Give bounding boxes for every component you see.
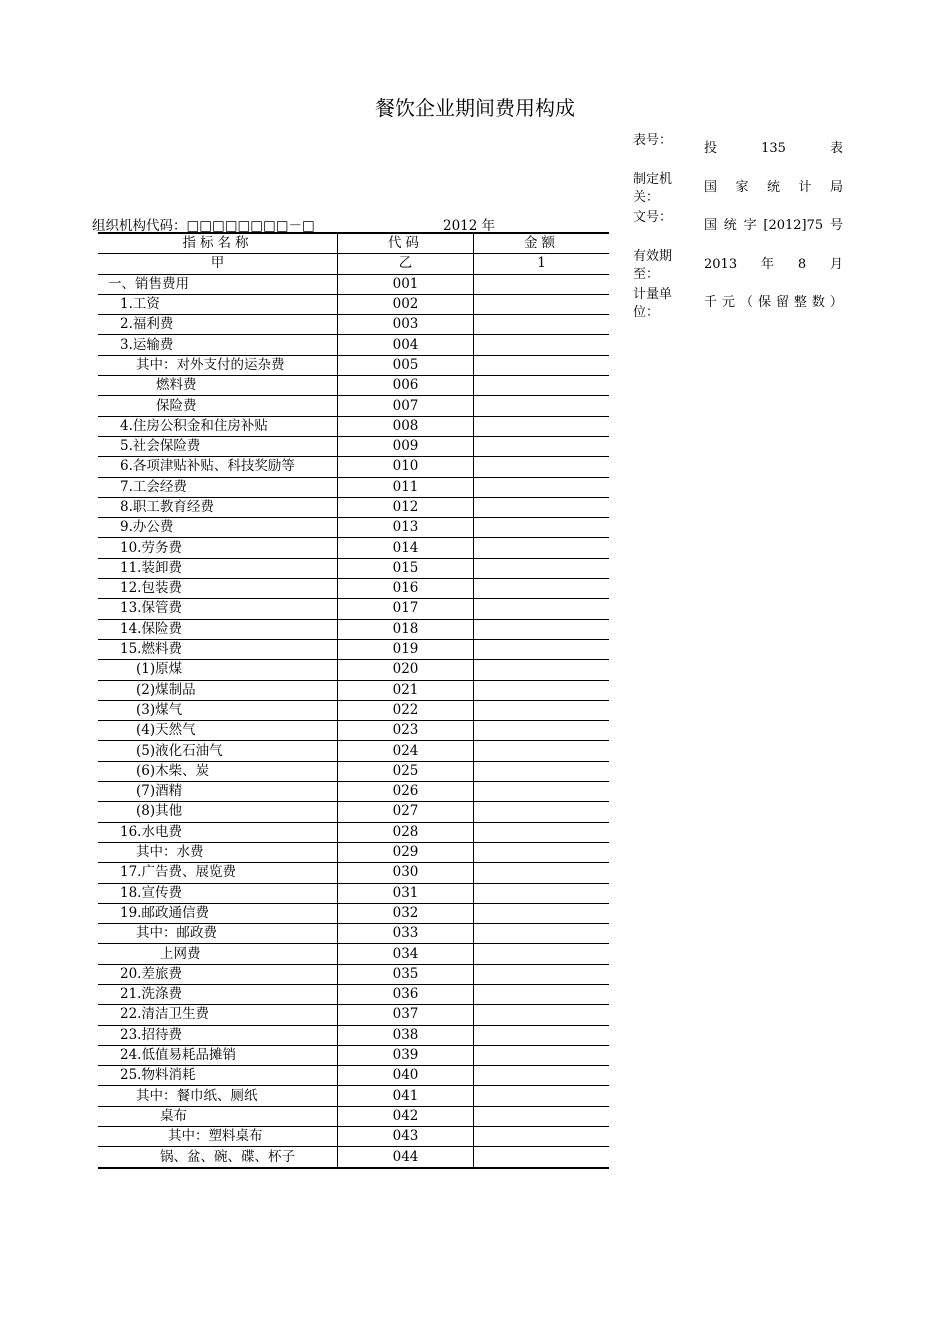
row-amount-cell[interactable] bbox=[474, 355, 610, 375]
table-row bbox=[98, 518, 609, 538]
row-code: 012 bbox=[338, 497, 474, 517]
meta-value-part: 局 bbox=[829, 179, 843, 195]
row-amount-cell[interactable] bbox=[474, 1127, 610, 1147]
row-amount-cell[interactable] bbox=[474, 416, 610, 436]
row-amount-cell[interactable] bbox=[474, 924, 610, 944]
row-name: 5.社会保险费 bbox=[98, 436, 338, 456]
row-code: 031 bbox=[338, 883, 474, 903]
table-row bbox=[98, 1066, 609, 1086]
table-row bbox=[98, 863, 609, 883]
row-code: 017 bbox=[338, 599, 474, 619]
meta-label: 计量单位： bbox=[633, 287, 673, 320]
meta-value-part: 表 bbox=[829, 141, 843, 156]
meta-value-part: 统 bbox=[766, 179, 780, 195]
form-meta bbox=[633, 130, 843, 323]
table-row bbox=[98, 964, 609, 984]
row-code: 021 bbox=[338, 680, 474, 700]
meta-row bbox=[633, 130, 843, 169]
meta-value-part: （ bbox=[739, 295, 753, 310]
meta-value bbox=[704, 217, 843, 235]
row-name: (7)酒精 bbox=[98, 782, 338, 802]
table-row bbox=[98, 1147, 609, 1168]
row-code: 003 bbox=[338, 315, 474, 335]
row-name: 锅、盆、碗、碟、杯子 bbox=[98, 1147, 338, 1168]
row-amount-cell[interactable] bbox=[474, 558, 610, 578]
org-code-label: 组织机构代码：□□□□□□□□－□ bbox=[92, 218, 315, 234]
row-code: 030 bbox=[338, 863, 474, 883]
row-amount-cell[interactable] bbox=[474, 903, 610, 923]
row-code: 020 bbox=[338, 660, 474, 680]
row-amount-cell[interactable] bbox=[474, 1005, 610, 1025]
row-name: 其中：水费 bbox=[98, 842, 338, 862]
row-amount-cell[interactable] bbox=[474, 680, 610, 700]
meta-label: 有效期至： bbox=[633, 248, 673, 282]
row-name: 11.装卸费 bbox=[98, 558, 338, 578]
row-name: 13.保管费 bbox=[98, 599, 338, 619]
table-row bbox=[98, 294, 609, 314]
row-code: 011 bbox=[338, 477, 474, 497]
meta-value-part: 8 bbox=[797, 256, 807, 272]
row-name: 4.住房公积金和住房补贴 bbox=[98, 416, 338, 436]
row-name: 6.各项津贴补贴、科技奖励等 bbox=[98, 457, 338, 477]
meta-value-part: 135 bbox=[761, 141, 786, 156]
row-name: (8)其他 bbox=[98, 802, 338, 822]
header-amount: 金额 bbox=[474, 233, 610, 254]
meta-value-part: 元 bbox=[721, 295, 735, 310]
expense-table bbox=[98, 232, 609, 1169]
row-name: 燃料费 bbox=[98, 376, 338, 396]
meta-value-part: 字 bbox=[743, 218, 757, 233]
row-name: 24.低值易耗品摊销 bbox=[98, 1045, 338, 1065]
meta-value bbox=[704, 140, 843, 158]
row-code: 043 bbox=[338, 1127, 474, 1147]
row-name: 其中：塑料桌布 bbox=[98, 1127, 338, 1147]
table-row bbox=[98, 761, 609, 781]
table-row bbox=[98, 782, 609, 802]
table-row bbox=[98, 355, 609, 375]
meta-value-part: 数 bbox=[811, 295, 825, 310]
row-amount-cell[interactable] bbox=[474, 1147, 610, 1168]
subheader-name: 甲 bbox=[98, 254, 338, 274]
meta-value-part: 计 bbox=[798, 179, 812, 195]
row-amount-cell[interactable] bbox=[474, 315, 610, 335]
table-row bbox=[98, 741, 609, 761]
row-code: 041 bbox=[338, 1086, 474, 1106]
table-subheader-row bbox=[98, 254, 609, 274]
row-name: 23.招待费 bbox=[98, 1025, 338, 1045]
row-code: 044 bbox=[338, 1147, 474, 1168]
table-row bbox=[98, 396, 609, 416]
row-code: 022 bbox=[338, 700, 474, 720]
meta-value-part: 号 bbox=[829, 218, 843, 233]
row-name: (1)原煤 bbox=[98, 660, 338, 680]
row-name: 3.运输费 bbox=[98, 335, 338, 355]
row-code: 019 bbox=[338, 639, 474, 659]
table-row bbox=[98, 579, 609, 599]
table-row bbox=[98, 924, 609, 944]
meta-label: 表号： bbox=[633, 133, 673, 148]
row-code: 023 bbox=[338, 721, 474, 741]
table-row bbox=[98, 1005, 609, 1025]
meta-value-part: ） bbox=[829, 295, 843, 310]
row-code: 016 bbox=[338, 579, 474, 599]
meta-label: 文号： bbox=[633, 210, 673, 225]
row-amount-cell[interactable] bbox=[474, 457, 610, 477]
row-code: 013 bbox=[338, 518, 474, 538]
meta-value-part: 国 bbox=[704, 179, 718, 195]
row-code: 025 bbox=[338, 761, 474, 781]
row-amount-cell[interactable] bbox=[474, 700, 610, 720]
meta-value-part: 留 bbox=[775, 295, 789, 310]
row-amount-cell[interactable] bbox=[474, 984, 610, 1004]
table-row bbox=[98, 335, 609, 355]
row-name: (5)液化石油气 bbox=[98, 741, 338, 761]
table-row bbox=[98, 1045, 609, 1065]
row-name: 1.工资 bbox=[98, 294, 338, 314]
row-name: (4)天然气 bbox=[98, 721, 338, 741]
row-name: 其中：邮政费 bbox=[98, 924, 338, 944]
row-amount-cell[interactable] bbox=[474, 964, 610, 984]
table-row bbox=[98, 477, 609, 497]
header-code: 代码 bbox=[338, 233, 474, 254]
row-amount-cell[interactable] bbox=[474, 761, 610, 781]
row-amount-cell[interactable] bbox=[474, 579, 610, 599]
row-amount-cell[interactable] bbox=[474, 518, 610, 538]
row-code: 007 bbox=[338, 396, 474, 416]
row-code: 042 bbox=[338, 1106, 474, 1126]
row-code: 036 bbox=[338, 984, 474, 1004]
table-row bbox=[98, 619, 609, 639]
row-name: (6)木柴、炭 bbox=[98, 761, 338, 781]
table-row bbox=[98, 558, 609, 578]
row-code: 015 bbox=[338, 558, 474, 578]
row-code: 028 bbox=[338, 822, 474, 842]
meta-value-part: 统 bbox=[723, 218, 737, 233]
meta-value-part: 国 bbox=[704, 218, 718, 233]
row-name: 20.差旅费 bbox=[98, 964, 338, 984]
row-code: 004 bbox=[338, 335, 474, 355]
meta-row bbox=[633, 207, 843, 246]
table-row bbox=[98, 700, 609, 720]
row-amount-cell[interactable] bbox=[474, 741, 610, 761]
row-name: 一、销售费用 bbox=[98, 274, 338, 294]
header-name: 指标名称 bbox=[98, 233, 338, 254]
row-code: 027 bbox=[338, 802, 474, 822]
meta-value-part: 千 bbox=[704, 295, 718, 310]
meta-value bbox=[704, 179, 843, 197]
row-code: 032 bbox=[338, 903, 474, 923]
row-name: 上网费 bbox=[98, 944, 338, 964]
meta-value-part: 2013 bbox=[704, 256, 738, 272]
row-amount-cell[interactable] bbox=[474, 1086, 610, 1106]
row-amount-cell[interactable] bbox=[474, 944, 610, 964]
row-amount-cell[interactable] bbox=[474, 619, 610, 639]
row-name: 其中：对外支付的运杂费 bbox=[98, 355, 338, 375]
row-name: 保险费 bbox=[98, 396, 338, 416]
row-amount-cell[interactable] bbox=[474, 497, 610, 517]
row-code: 034 bbox=[338, 944, 474, 964]
row-code: 005 bbox=[338, 355, 474, 375]
row-amount-cell[interactable] bbox=[474, 538, 610, 558]
row-amount-cell[interactable] bbox=[474, 822, 610, 842]
row-amount-cell[interactable] bbox=[474, 599, 610, 619]
page-title: 餐饮企业期间费用构成 bbox=[375, 96, 575, 120]
table-row bbox=[98, 1127, 609, 1147]
row-name: 19.邮政通信费 bbox=[98, 903, 338, 923]
table-row bbox=[98, 1025, 609, 1045]
row-amount-cell[interactable] bbox=[474, 782, 610, 802]
row-amount-cell[interactable] bbox=[474, 863, 610, 883]
row-name: 7.工会经费 bbox=[98, 477, 338, 497]
report-year: 2012 年 bbox=[443, 218, 496, 234]
row-name: 18.宣传费 bbox=[98, 883, 338, 903]
table-row bbox=[98, 1086, 609, 1106]
table-row bbox=[98, 538, 609, 558]
row-code: 024 bbox=[338, 741, 474, 761]
row-name: 9.办公费 bbox=[98, 518, 338, 538]
table-row bbox=[98, 802, 609, 822]
table-row bbox=[98, 497, 609, 517]
row-code: 010 bbox=[338, 457, 474, 477]
row-code: 037 bbox=[338, 1005, 474, 1025]
row-code: 014 bbox=[338, 538, 474, 558]
meta-value-part: 月 bbox=[829, 256, 843, 272]
meta-value-part: [2012]75 bbox=[763, 218, 824, 233]
row-code: 018 bbox=[338, 619, 474, 639]
row-name: 14.保险费 bbox=[98, 619, 338, 639]
row-name: 17.广告费、展览费 bbox=[98, 863, 338, 883]
meta-value-part: 整 bbox=[793, 295, 807, 310]
meta-row bbox=[633, 246, 843, 285]
row-code: 009 bbox=[338, 436, 474, 456]
table-row bbox=[98, 944, 609, 964]
subheader-amount: 1 bbox=[474, 254, 610, 274]
row-amount-cell[interactable] bbox=[474, 376, 610, 396]
table-row bbox=[98, 436, 609, 456]
row-code: 029 bbox=[338, 842, 474, 862]
row-name: 22.清洁卫生费 bbox=[98, 1005, 338, 1025]
row-name: (2)煤制品 bbox=[98, 680, 338, 700]
row-name: 桌布 bbox=[98, 1106, 338, 1126]
table-row bbox=[98, 1106, 609, 1126]
row-amount-cell[interactable] bbox=[474, 294, 610, 314]
table-row bbox=[98, 639, 609, 659]
row-amount-cell[interactable] bbox=[474, 1106, 610, 1126]
table-row bbox=[98, 457, 609, 477]
row-amount-cell[interactable] bbox=[474, 842, 610, 862]
row-name: 16.水电费 bbox=[98, 822, 338, 842]
row-amount-cell[interactable] bbox=[474, 721, 610, 741]
row-amount-cell[interactable] bbox=[474, 1025, 610, 1045]
row-name: 15.燃料费 bbox=[98, 639, 338, 659]
row-amount-cell[interactable] bbox=[474, 1045, 610, 1065]
meta-value-part: 投 bbox=[704, 141, 718, 156]
table-row bbox=[98, 274, 609, 294]
row-name: 其中：餐巾纸、厕纸 bbox=[98, 1086, 338, 1106]
table-row bbox=[98, 984, 609, 1004]
table-row bbox=[98, 822, 609, 842]
row-amount-cell[interactable] bbox=[474, 660, 610, 680]
row-amount-cell[interactable] bbox=[474, 335, 610, 355]
row-amount-cell[interactable] bbox=[474, 639, 610, 659]
meta-value-part: 保 bbox=[757, 295, 771, 310]
table-row bbox=[98, 842, 609, 862]
row-code: 039 bbox=[338, 1045, 474, 1065]
row-code: 002 bbox=[338, 294, 474, 314]
row-amount-cell[interactable] bbox=[474, 802, 610, 822]
meta-row bbox=[633, 284, 843, 323]
table-row bbox=[98, 721, 609, 741]
table-row bbox=[98, 883, 609, 903]
row-name: (3)煤气 bbox=[98, 700, 338, 720]
row-amount-cell[interactable] bbox=[474, 477, 610, 497]
table-row bbox=[98, 599, 609, 619]
row-code: 008 bbox=[338, 416, 474, 436]
table-row bbox=[98, 315, 609, 335]
row-name: 21.洗涤费 bbox=[98, 984, 338, 1004]
row-amount-cell[interactable] bbox=[474, 274, 610, 294]
meta-value bbox=[704, 294, 843, 312]
meta-value-part: 家 bbox=[735, 179, 749, 195]
meta-label: 制定机关： bbox=[633, 171, 673, 205]
table-row bbox=[98, 376, 609, 396]
row-code: 040 bbox=[338, 1066, 474, 1086]
row-amount-cell[interactable] bbox=[474, 396, 610, 416]
table-row bbox=[98, 903, 609, 923]
row-amount-cell[interactable] bbox=[474, 883, 610, 903]
row-code: 026 bbox=[338, 782, 474, 802]
meta-value bbox=[704, 256, 843, 274]
row-code: 033 bbox=[338, 924, 474, 944]
meta-row bbox=[633, 169, 843, 208]
row-code: 006 bbox=[338, 376, 474, 396]
row-name: 12.包装费 bbox=[98, 579, 338, 599]
row-name: 8.职工教育经费 bbox=[98, 497, 338, 517]
row-name: 2.福利费 bbox=[98, 315, 338, 335]
row-code: 038 bbox=[338, 1025, 474, 1045]
row-amount-cell[interactable] bbox=[474, 1066, 610, 1086]
row-name: 25.物料消耗 bbox=[98, 1066, 338, 1086]
meta-value-part: 年 bbox=[760, 256, 774, 272]
row-amount-cell[interactable] bbox=[474, 436, 610, 456]
table-header-row bbox=[98, 233, 609, 254]
row-name: 10.劳务费 bbox=[98, 538, 338, 558]
subheader-code: 乙 bbox=[338, 254, 474, 274]
row-code: 001 bbox=[338, 274, 474, 294]
table-row bbox=[98, 416, 609, 436]
row-code: 035 bbox=[338, 964, 474, 984]
table-row bbox=[98, 660, 609, 680]
table-row bbox=[98, 680, 609, 700]
